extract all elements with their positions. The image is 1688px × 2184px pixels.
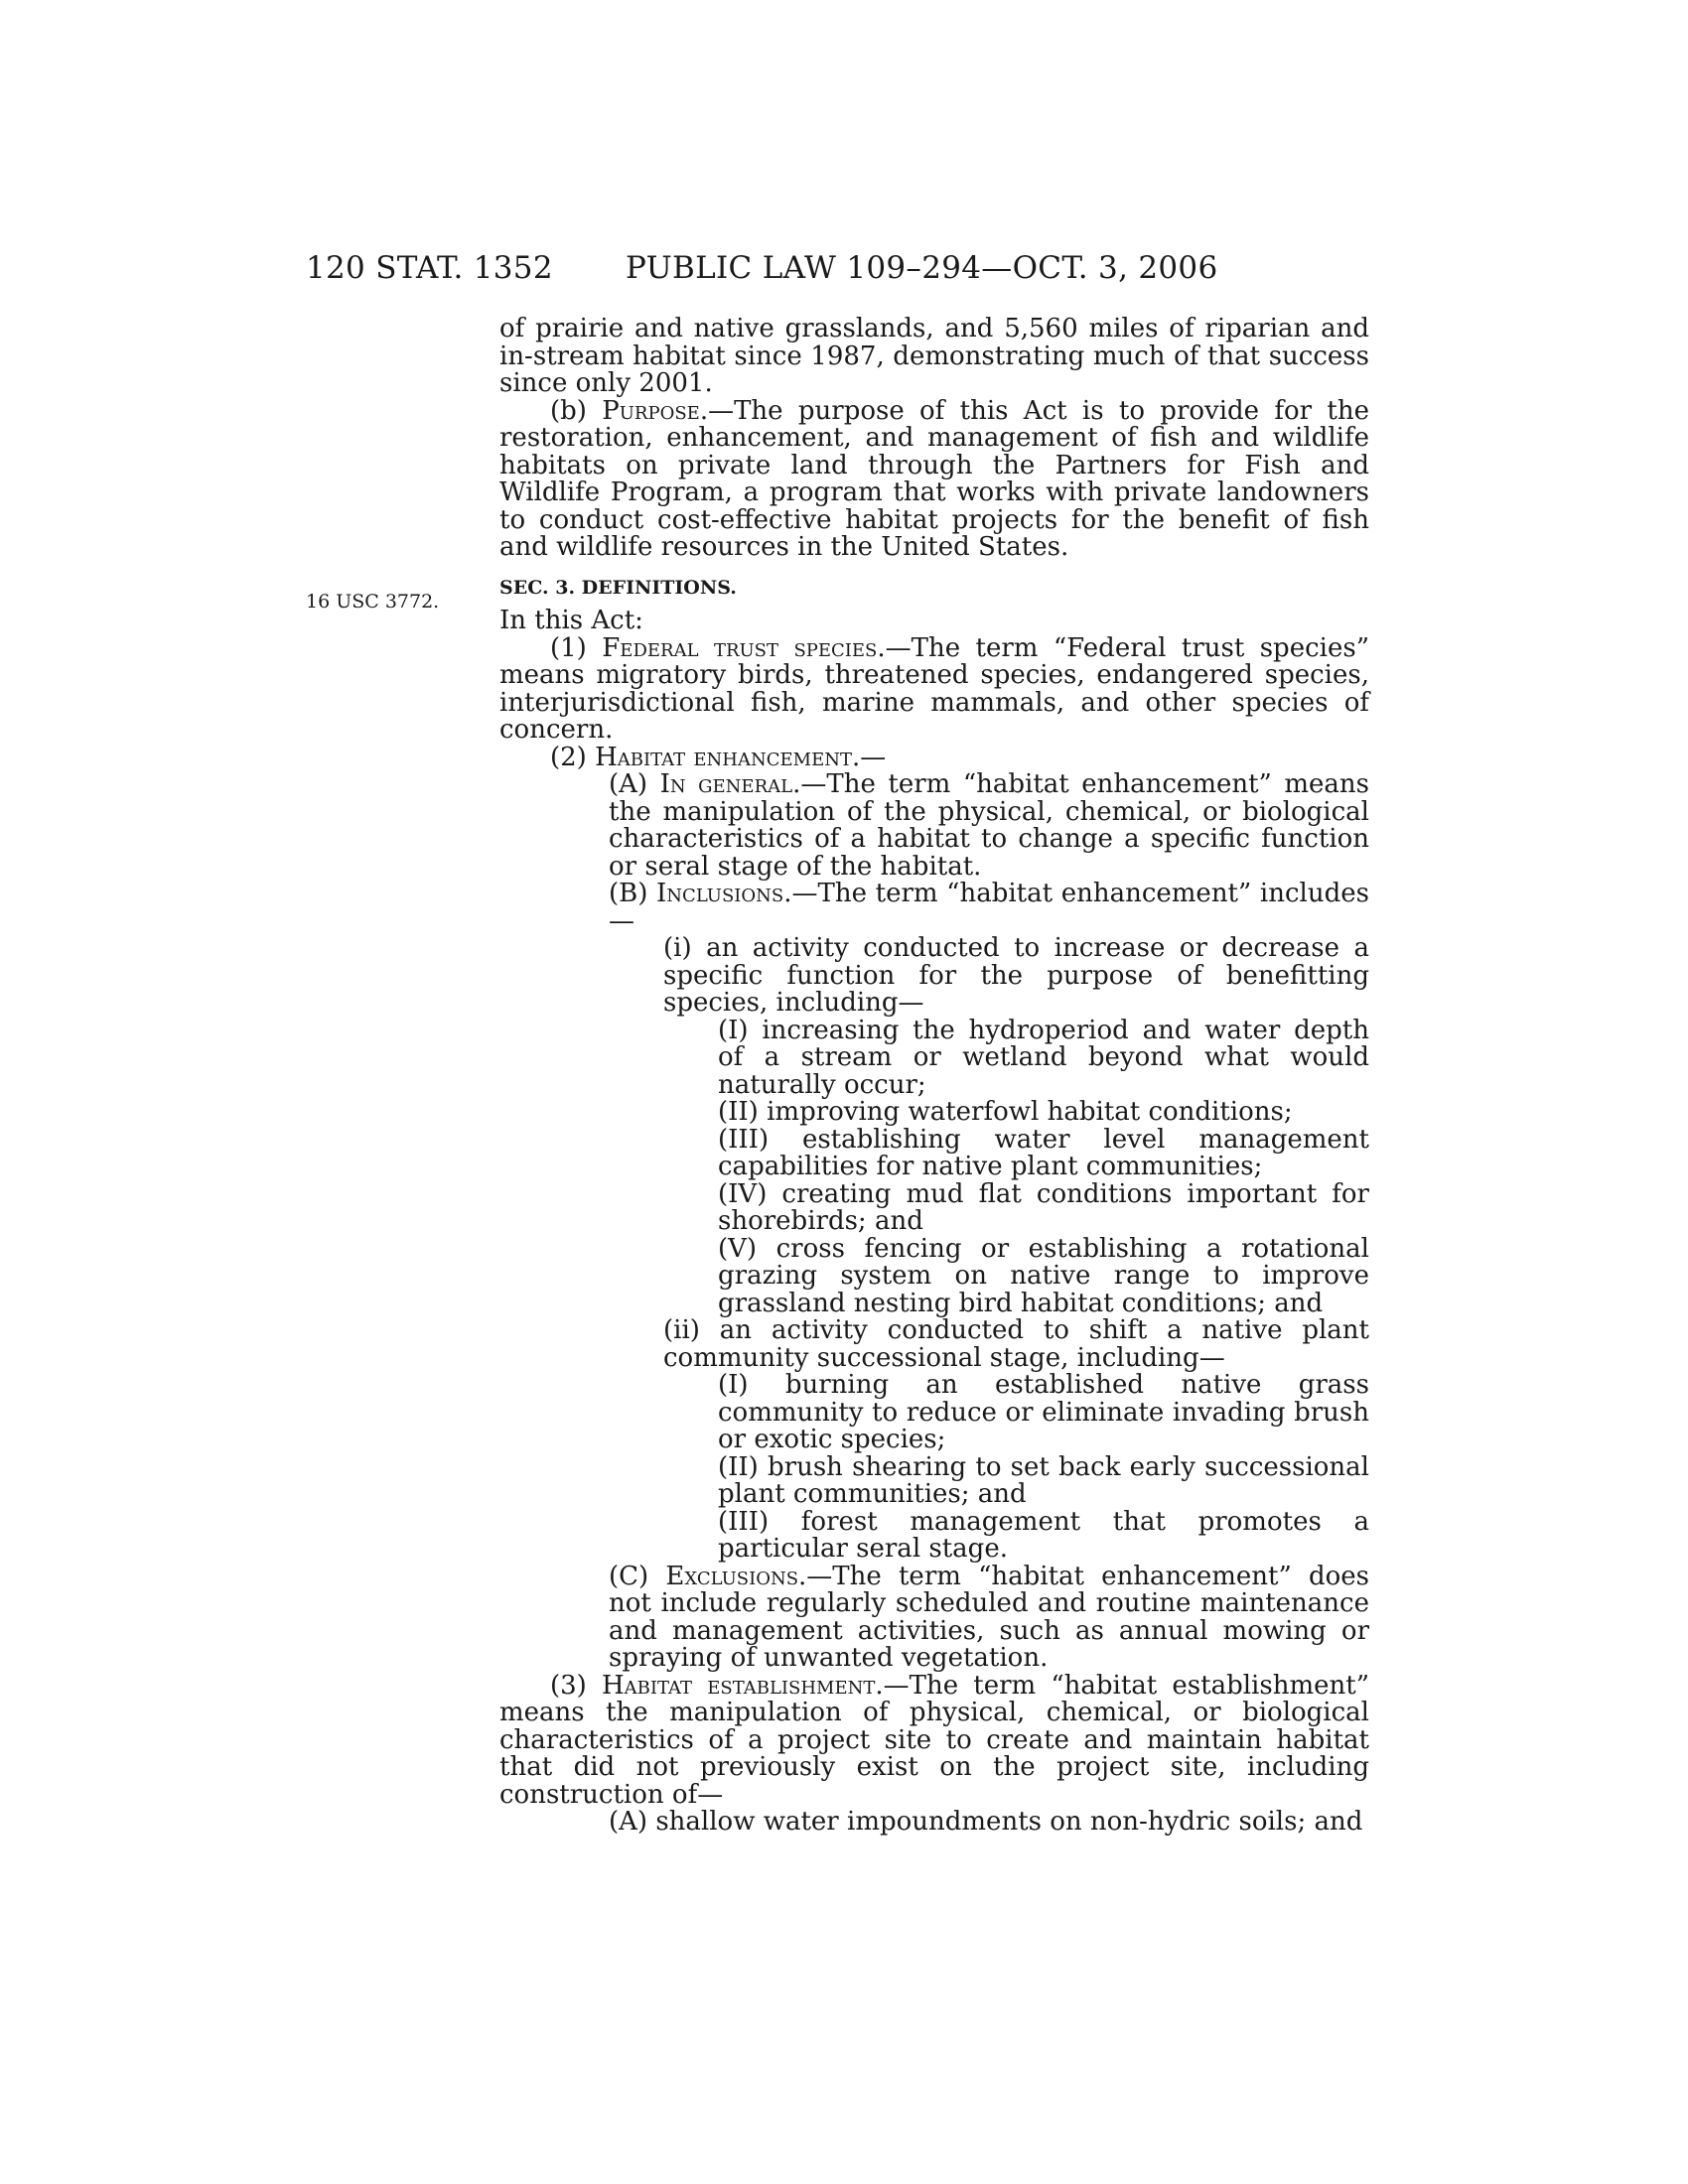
definition-3 (499, 1670, 1369, 1810)
definition-2C-text: .—The term “habitat enhancement” does not include regularly scheduled and routine maintenance and management activities, such as annual mowing or spraying of unwanted vegetation. (609, 1561, 1369, 1673)
definition-2A (609, 771, 1369, 881)
purpose-label: (b) (550, 395, 603, 426)
definition-2-label: (2) (550, 742, 596, 772)
definition-2B-i-V: (V) cross fencing or establishing a rotational grazing system on native range to improve grassland nesting bird habitat conditions; and (718, 1233, 1369, 1318)
definition-3-label: (3) (550, 1670, 602, 1701)
definition-1-heading: Federal trust species (602, 632, 878, 663)
paragraph-continuation: of prairie and native grasslands, and 5,560 miles of riparian and in-stream habitat since 1987, demonstrating much of that success since only 2001. (499, 314, 1369, 398)
purpose-text: .—The purpose of this Act is to provide for the restoration, enhancement, and management of fish and wildlife habitats on private land through the Partners for Fish and Wildlife Program, a program that works with private landowners to conduct cost-effective habitat projects for the benefit of fish and wildlife resources in the United States. (499, 395, 1369, 562)
definition-2B-i-I: (I) increasing the hydroperiod and water depth of a stream or wetland beyond what would naturally occur; (718, 1015, 1369, 1100)
definition-3A: (A) shallow water impoundments on non-hydric soils; and (609, 1807, 1363, 1837)
definition-2B-heading: Inclusions (656, 879, 784, 908)
definition-1-label: (1) (550, 632, 603, 663)
definition-2C-heading: Exclusions (665, 1561, 799, 1591)
statute-reference: 120 STAT. 1352 (306, 250, 553, 286)
definition-2 (499, 742, 1369, 772)
definition-2B-ii-II: (II) brush shearing to set back early successional plant communities; and (718, 1451, 1369, 1509)
definitions-intro: In this Act: (499, 606, 643, 635)
definition-2A-heading: In general (659, 769, 793, 799)
definition-3-heading: Habitat establishment (602, 1670, 876, 1701)
document-body (499, 316, 1369, 1837)
definition-2B-ii-III: (III) forest management that promotes a particular seral stage. (718, 1506, 1369, 1564)
definition-2A-label: (A) (609, 769, 660, 799)
definition-2B-ii: (ii) an activity conducted to shift a native plant community successional stage, including— (663, 1315, 1369, 1373)
section-heading: SEC. 3. DEFINITIONS. (499, 576, 737, 599)
definition-2C-label: (C) (609, 1561, 666, 1591)
definition-1 (499, 632, 1369, 745)
definition-2B-i-II: (II) improving waterfowl habitat conditions; (718, 1097, 1293, 1127)
page-header (0, 250, 1688, 290)
definition-2B (609, 881, 1369, 935)
definition-2B-i-III: (III) establishing water level management capabilities for native plant communities; (718, 1124, 1369, 1181)
definition-2B-text: .—The term “habitat enhancement” includes— (609, 879, 1369, 936)
definition-2-heading: Habitat enhancement (595, 742, 852, 772)
definition-2-text: .— (852, 742, 887, 772)
definition-2A-text: .—The term “habitat enhancement” means the manipulation of the physical, chemical, or biological characteristics of a habitat to change a specific function or seral stage of the habitat. (609, 769, 1370, 882)
margin-citation: 16 USC 3772. (306, 591, 440, 613)
definition-2B-ii-I: (I) burning an established native grass community to reduce or eliminate invading brush or exotic species; (718, 1370, 1369, 1454)
public-law-title: PUBLIC LAW 109–294—OCT. 3, 2006 (626, 250, 1218, 286)
purpose-heading: Purpose (602, 395, 700, 426)
definition-2C (609, 1561, 1369, 1673)
definition-2B-label: (B) (609, 879, 657, 908)
definition-1-text: .—The term “Federal trust species” means migratory birds, threatened species, endangered species, interjurisdictional fish, marine mammals, and other species of concern. (499, 632, 1369, 745)
definition-2B-i-IV: (IV) creating mud flat conditions important for shorebirds; and (718, 1178, 1369, 1236)
paragraph-purpose (499, 395, 1369, 562)
definition-3-text: .—The term “habitat establishment” means the manipulation of physical, chemical, or biological characteristics of a project site to create and maintain habitat that did not previously exist on the project site, including construction of— (499, 1670, 1369, 1810)
definition-2B-i: (i) an activity conducted to increase or decrease a specific function for the purpose of benefitting species, including— (663, 933, 1369, 1018)
